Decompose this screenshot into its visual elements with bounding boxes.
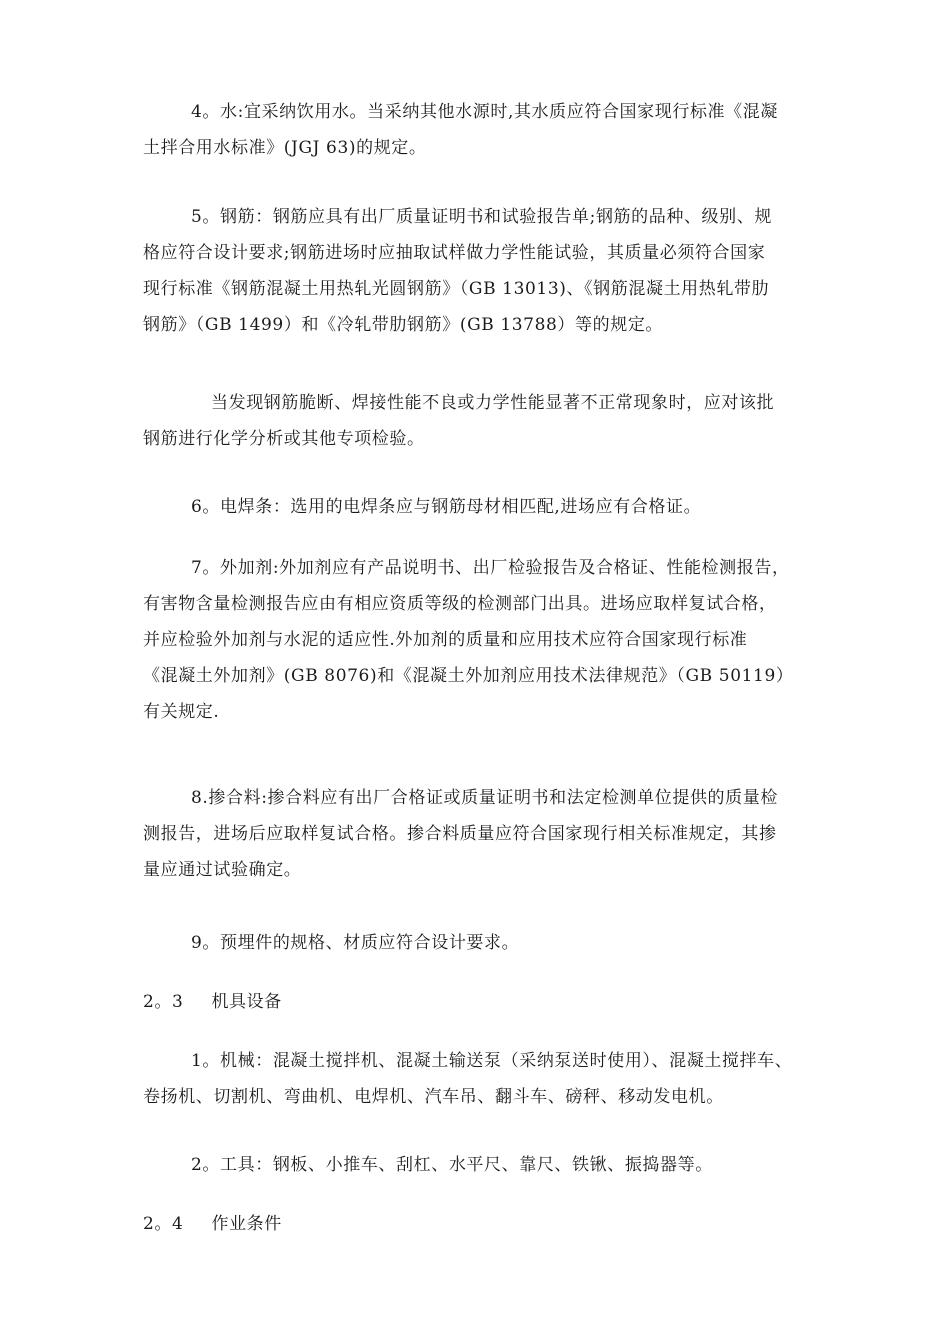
text-line: 1。机械：混凝土搅拌机、混凝土输送泵（采纳泵送时使用）、混凝土搅拌车、 [191, 1051, 793, 1071]
section-number: 2。3 [143, 992, 184, 1012]
text-line: 6。电焊条：选用的电焊条应与钢筋母材相匹配,进场应有合格证。 [191, 497, 702, 517]
text-line: 有害物含量检测报告应由有相应资质等级的检测部门出具。进场应取样复试合格， [143, 594, 777, 614]
paragraph-mineral-admixture [143, 780, 843, 888]
section-number: 2。4 [143, 1214, 184, 1234]
text-line: 4。水:宜采纳饮用水。当采纳其他水源时,其水质应符合国家现行标准《混凝 [191, 102, 778, 122]
paragraph-rebar-inspection [143, 385, 843, 457]
section-title: 机具设备 [211, 992, 282, 1012]
section-heading-work-conditions [143, 1206, 843, 1242]
paragraph-admixture [143, 550, 843, 730]
text-line: 有关规定. [143, 702, 220, 722]
paragraph-embedded-parts [143, 925, 843, 961]
section-heading-equipment [143, 984, 843, 1020]
text-line: 卷扬机、切割机、弯曲机、电焊机、汽车吊、翻斗车、磅秤、移动发电机。 [143, 1087, 724, 1107]
text-line: 量应通过试验确定。 [143, 860, 302, 880]
text-line: 5。钢筋：钢筋应具有出厂质量证明书和试验报告单;钢筋的品种、级别、规 [191, 207, 772, 227]
paragraph-machinery [143, 1043, 843, 1115]
text-line: 当发现钢筋脆断、焊接性能不良或力学性能显著不正常现象时，应对该批 [211, 393, 775, 413]
text-line: 现行标准《钢筋混凝土用热轧光圆钢筋》（GB 13013)、《钢筋混凝土用热轧带肋 [143, 279, 770, 299]
text-line: 7。外加剂:外加剂应有产品说明书、出厂检验报告及合格证、性能检测报告， [191, 558, 790, 578]
text-line: 土拌合用水标准》(JGJ 63)的规定。 [143, 138, 427, 158]
paragraph-water [143, 94, 843, 166]
paragraph-welding-rod [143, 489, 843, 525]
paragraph-tools [143, 1147, 843, 1183]
text-line: 《混凝土外加剂》(GB 8076)和《混凝土外加剂应用技术法律规范》（GB 50119） [143, 666, 794, 686]
text-line: 格应符合设计要求;钢筋进场时应抽取试样做力学性能试验，其质量必须符合国家 [143, 243, 766, 263]
section-title: 作业条件 [211, 1214, 282, 1234]
text-line: 测报告，进场后应取样复试合格。掺合料质量应符合国家现行相关标准规定，其掺 [143, 824, 777, 844]
text-line: 钢筋进行化学分析或其他专项检验。 [143, 429, 425, 449]
paragraph-rebar [143, 199, 843, 343]
text-line: 8.掺合料:掺合料应有出厂合格证或质量证明书和法定检测单位提供的质量检 [191, 788, 778, 808]
text-line: 2。工具：钢板、小推车、刮杠、水平尺、靠尺、铁锹、振捣器等。 [191, 1155, 713, 1175]
text-line: 钢筋》（GB 1499）和《冷轧带肋钢筋》(GB 13788）等的规定。 [143, 315, 664, 335]
text-line: 并应检验外加剂与水泥的适应性.外加剂的质量和应用技术应符合国家现行标准 [143, 630, 748, 650]
text-line: 9。预埋件的规格、材质应符合设计要求。 [191, 933, 520, 953]
